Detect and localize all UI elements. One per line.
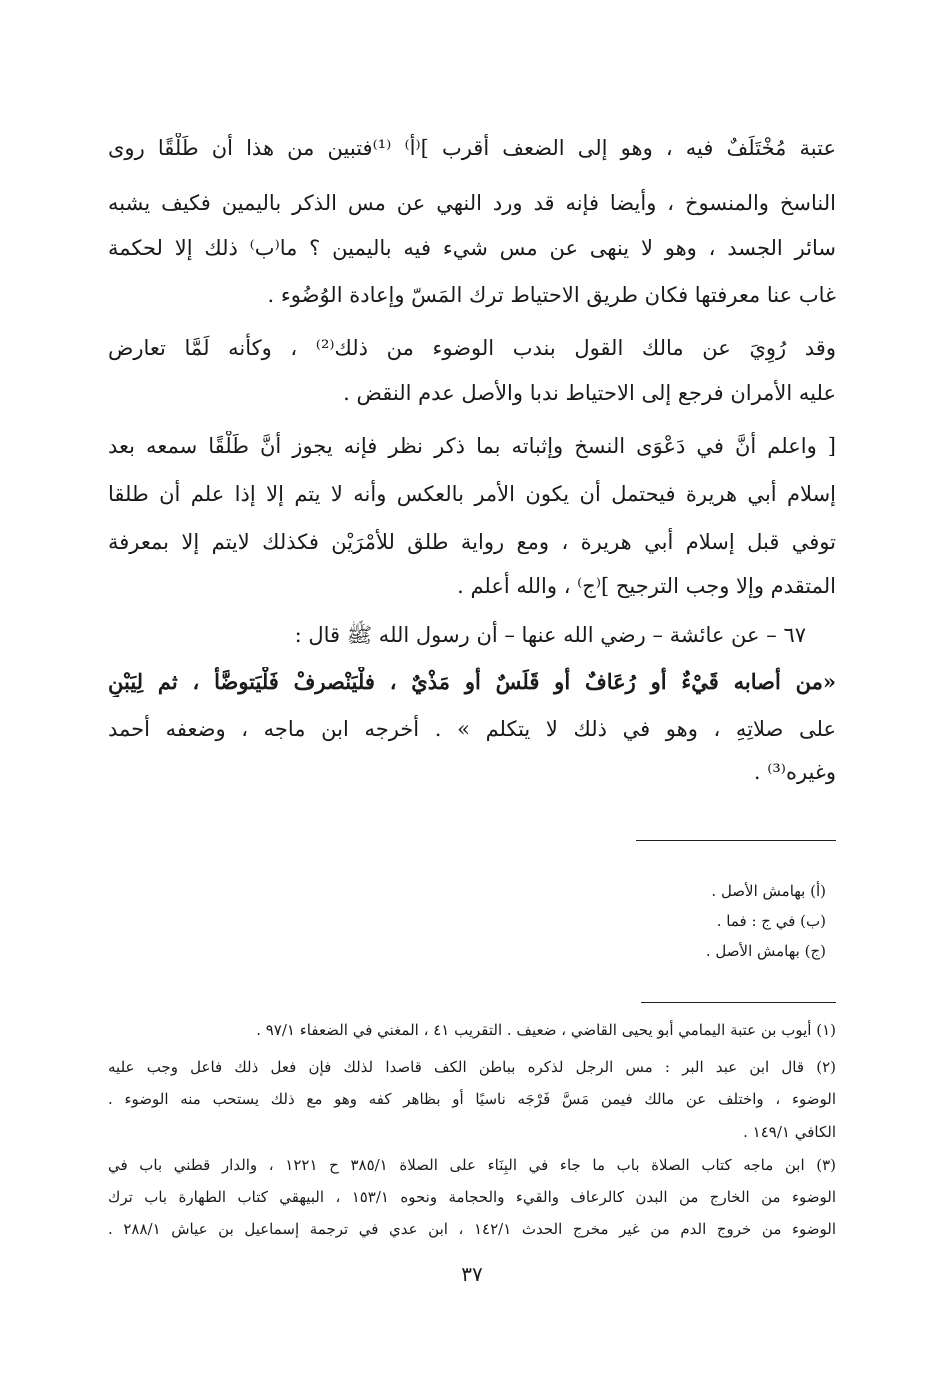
footnote-1: (١) أيوب بن عتبة اليمامي أبو يحيى القاضي ، ضعيف . التقريب ٤١ ، المغني في الضعفاء ٩٧/١ . [256, 1021, 836, 1039]
footnote-3-line-3: الوضوء من خروج الدم من غير مخرج الحدث ١٤٢/١ ، ابن عدي في ترجمة إسماعيل بن عياش ٢٨٨/١ . [108, 1220, 836, 1238]
body-line-6: عليه الأمران فرجع إلى الاحتياط ندبا والأصل عدم النقض . [343, 381, 836, 405]
body-line-3: سائر الجسد ، وهو لا ينهى عن مس شيء فيه باليمين ؟ ما⁽ب⁾ ذلك إلا لحكمة [108, 236, 836, 260]
footnote-2-line-2: الوضوء ، واختلف عن مالك فيمن مَسَّ فَرْجَه ناسيًا أو بظاهر كفه وهو مع ذلك يستحب منه الوضوء . [108, 1090, 836, 1108]
variant-note-b: (ب) في ج : فما . [716, 912, 826, 930]
body-line-10: المتقدم وإلا وجب الترجيح ]⁽ج⁾ ، والله أعلم . [457, 574, 836, 598]
body-line-5: وقد رُوِيَ عن مالك القول بندب الوضوء من ذلك⁽²⁾ ، وكأنه لَمَّا تعارض [108, 336, 836, 360]
variant-note-a: (أ) بهامش الأصل . [711, 882, 826, 900]
body-line-1: عتبة مُخْتَلَفٌ فيه ، وهو إلى الضعف أقرب ]⁽أ⁾ ⁽¹⁾فتبين من هذا أن طَلْقًا روى [108, 136, 836, 160]
body-line-7: [ واعلم أنَّ في دَعْوَى النسخ وإثباته بما ذكر نظر فإنه يجوز أنَّ طَلْقًا سمعه بعد [108, 434, 836, 458]
hadith-text-line-3: وغيره⁽³⁾ . [753, 760, 836, 784]
hadith-intro: ٦٧ – عن عائشة – رضي الله عنها – أن رسول الله ﷺ قال : [294, 623, 806, 647]
footnotes-rule [641, 1002, 836, 1003]
body-line-4: غاب عنا معرفتها فكان طريق الاحتياط ترك المَسّ وإعادة الوُضُوء . [267, 283, 836, 307]
body-line-8: إسلام أبي هريرة فيحتمل أن يكون الأمر بالعكس وأنه لا يتم إلا إذا علم أن طلقا [108, 482, 836, 506]
page-number: ٣٧ [461, 1262, 483, 1286]
body-line-2: الناسخ والمنسوخ ، وأيضا فإنه قد ورد النهي عن مس الذكر باليمين فكيف يشبه [108, 191, 836, 215]
footnote-2-line-3: الكافي ١٤٩/١ . [743, 1123, 836, 1141]
footnote-3-line-1: (٣) ابن ماجه كتاب الصلاة باب ما جاء في البِنَاء على الصلاة ٣٨٥/١ ح ١٢٢١ ، والدار قطني باب في [108, 1156, 836, 1174]
hadith-text-line-1: «من أصابه قَيْءٌ أو رُعَافٌ أو قَلَسٌ أو مَذْيٌ ، فلْيَنْصرفْ فَلْيَتوضَّأْ ، ثم لِيَبْنِ [108, 669, 836, 694]
variant-notes-rule [636, 840, 836, 841]
footnote-3-line-2: الوضوء من الخارج من البدن كالرعاف والقيء والحجامة ونحوه ١٥٣/١ ، البيهقي كتاب الطهارة باب ترك [108, 1188, 836, 1206]
footnote-2-line-1: (٢) قال ابن عبد البر : مس الرجل لذكره بباطن الكف قاصدا لذلك فإن فعل ذلك فاعل وجب عليه [108, 1058, 836, 1076]
body-line-9: توفي قبل إسلام أبي هريرة ، ومع رواية طلق للأمْرَيْن فكذلك لايتم إلا بمعرفة [108, 530, 836, 554]
hadith-text-line-2: على صلاتِهِ ، وهو في ذلك لا يتكلم » . أخرجه ابن ماجه ، وضعفه أحمد [108, 717, 836, 741]
variant-note-c: (ج) بهامش الأصل . [705, 942, 826, 960]
